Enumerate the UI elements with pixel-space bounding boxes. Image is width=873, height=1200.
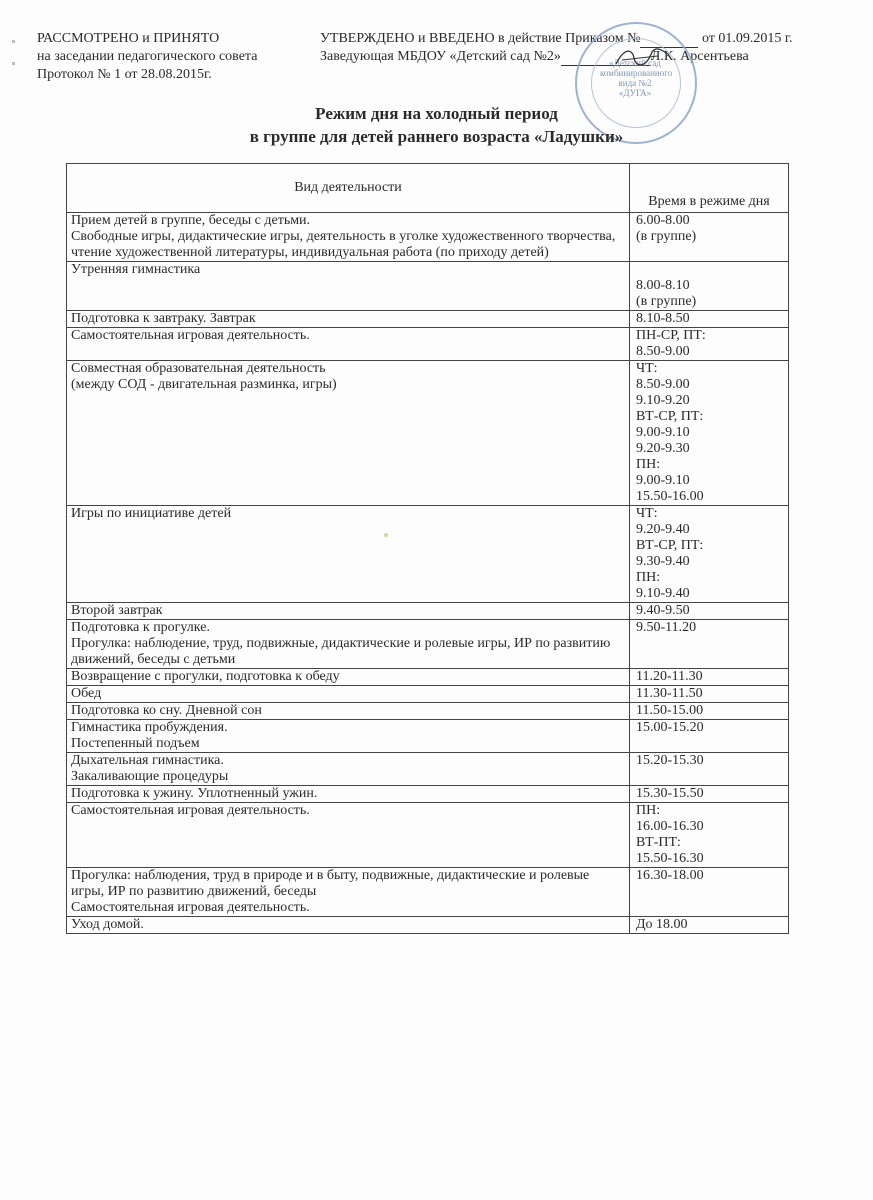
activity-cell: Обед [67, 686, 630, 703]
time-cell: ЧТ: 9.20-9.40 ВТ-СР, ПТ: 9.30-9.40 ПН: 9.10-9.40 [630, 506, 789, 603]
time-cell: 16.30-18.00 [630, 868, 789, 917]
head-title: Заведующая МБДОУ «Детский сад №2» [320, 49, 561, 64]
table-row [67, 262, 789, 311]
council-line1: РАССМОТРЕНО и ПРИНЯТО [37, 31, 220, 46]
activity-cell: Прием детей в группе, беседы с детьми. Свободные игры, дидактические игры, деятельность в уголке художественного творчества, чтение художественной литературы, индивидуальная работа (по приходу детей) [67, 213, 630, 262]
time-cell: ПН: 16.00-16.30 ВТ-ПТ: 15.50-16.30 [630, 803, 789, 868]
table-row [67, 328, 789, 361]
table-row [67, 311, 789, 328]
time-cell: 11.20-11.30 [630, 669, 789, 686]
header-time: Время в режиме дня [630, 164, 789, 213]
activity-cell: Подготовка к прогулке. Прогулка: наблюдение, труд, подвижные, дидактические и ролевые игры, ИР по развитию движений, беседы с детьми [67, 620, 630, 669]
time-cell: 6.00-8.00 (в группе) [630, 213, 789, 262]
scan-mark [12, 62, 15, 65]
time-cell: 9.50-11.20 [630, 620, 789, 669]
table-row [67, 361, 789, 506]
stamp-line: «ДУГА» [618, 88, 652, 98]
table-row [67, 803, 789, 868]
table-row [67, 669, 789, 686]
table-row [67, 917, 789, 934]
schedule-table [66, 163, 789, 934]
table-row [67, 620, 789, 669]
time-cell: 15.30-15.50 [630, 786, 789, 803]
scan-mark [12, 40, 15, 43]
table-row [67, 720, 789, 753]
activity-cell: Подготовка к ужину. Уплотненный ужин. [67, 786, 630, 803]
activity-cell: Подготовка к завтраку. Завтрак [67, 311, 630, 328]
order-number-label: № [627, 31, 641, 46]
activity-cell: Прогулка: наблюдения, труд в природе и в быту, подвижные, дидактические и ролевые игры, ИР по развитию движений, беседы Самостоятельная игровая деятельность. [67, 868, 630, 917]
activity-cell: Гимнастика пробуждения. Постепенный подъем [67, 720, 630, 753]
time-cell: ПН-СР, ПТ: 8.50-9.00 [630, 328, 789, 361]
table-row [67, 506, 789, 603]
time-cell: 15.20-15.30 [630, 753, 789, 786]
council-line2: на заседании педагогического совета [37, 49, 258, 64]
approval-block-council [37, 30, 257, 84]
order-line [320, 30, 793, 48]
table-row [67, 703, 789, 720]
scan-speck [384, 533, 388, 537]
activity-cell: Самостоятельная игровая деятельность. [67, 803, 630, 868]
signature-icon [612, 44, 672, 70]
activity-cell: Совместная образовательная деятельность (между СОД - двигательная разминка, игры) [67, 361, 630, 506]
time-cell: 8.10-8.50 [630, 311, 789, 328]
time-cell: 8.00-8.10 (в группе) [630, 262, 789, 311]
time-cell: 11.30-11.50 [630, 686, 789, 703]
stamp-line: комбинированного [600, 68, 673, 78]
table-row [67, 686, 789, 703]
stamp-line: вида №2 [618, 78, 652, 88]
order-date: от 01.09.2015 г. [701, 31, 793, 46]
time-cell: 9.40-9.50 [630, 603, 789, 620]
document-title: Режим дня на холодный период [315, 104, 558, 123]
table-row [67, 213, 789, 262]
table-row [67, 868, 789, 917]
activity-cell: Уход домой. [67, 917, 630, 934]
table-row [67, 753, 789, 786]
table-row [67, 786, 789, 803]
time-cell: 11.50-15.00 [630, 703, 789, 720]
activity-cell: Второй завтрак [67, 603, 630, 620]
header-activity: Вид деятельности [67, 164, 630, 213]
activity-cell: Игры по инициативе детей [67, 506, 630, 603]
table-header-row [67, 164, 789, 213]
head-line [320, 48, 793, 66]
stamp-line: «Детский сад [609, 58, 661, 68]
council-line3: Протокол № 1 от 28.08.2015г. [37, 67, 212, 82]
document-subtitle: в группе для детей раннего возраста «Ладушки» [249, 127, 624, 146]
activity-cell: Утренняя гимнастика [67, 262, 630, 311]
activity-cell: Самостоятельная игровая деятельность. [67, 328, 630, 361]
time-cell: ЧТ: 8.50-9.00 9.10-9.20 ВТ-СР, ПТ: 9.00-9.10 9.20-9.30 ПН: 9.00-9.10 15.50-16.00 [630, 361, 789, 506]
order-text: УТВЕРЖДЕНО и ВВЕДЕНО в действие Приказом [320, 31, 624, 46]
approval-block-head [320, 30, 793, 66]
activity-cell: Возвращение с прогулки, подготовка к обеду [67, 669, 630, 686]
table-row [67, 603, 789, 620]
activity-cell: Дыхательная гимнастика. Закаливающие процедуры [67, 753, 630, 786]
activity-cell: Подготовка ко сну. Дневной сон [67, 703, 630, 720]
head-name: Л.К. Арсентьева [650, 49, 749, 64]
time-cell: 15.00-15.20 [630, 720, 789, 753]
time-cell: До 18.00 [630, 917, 789, 934]
